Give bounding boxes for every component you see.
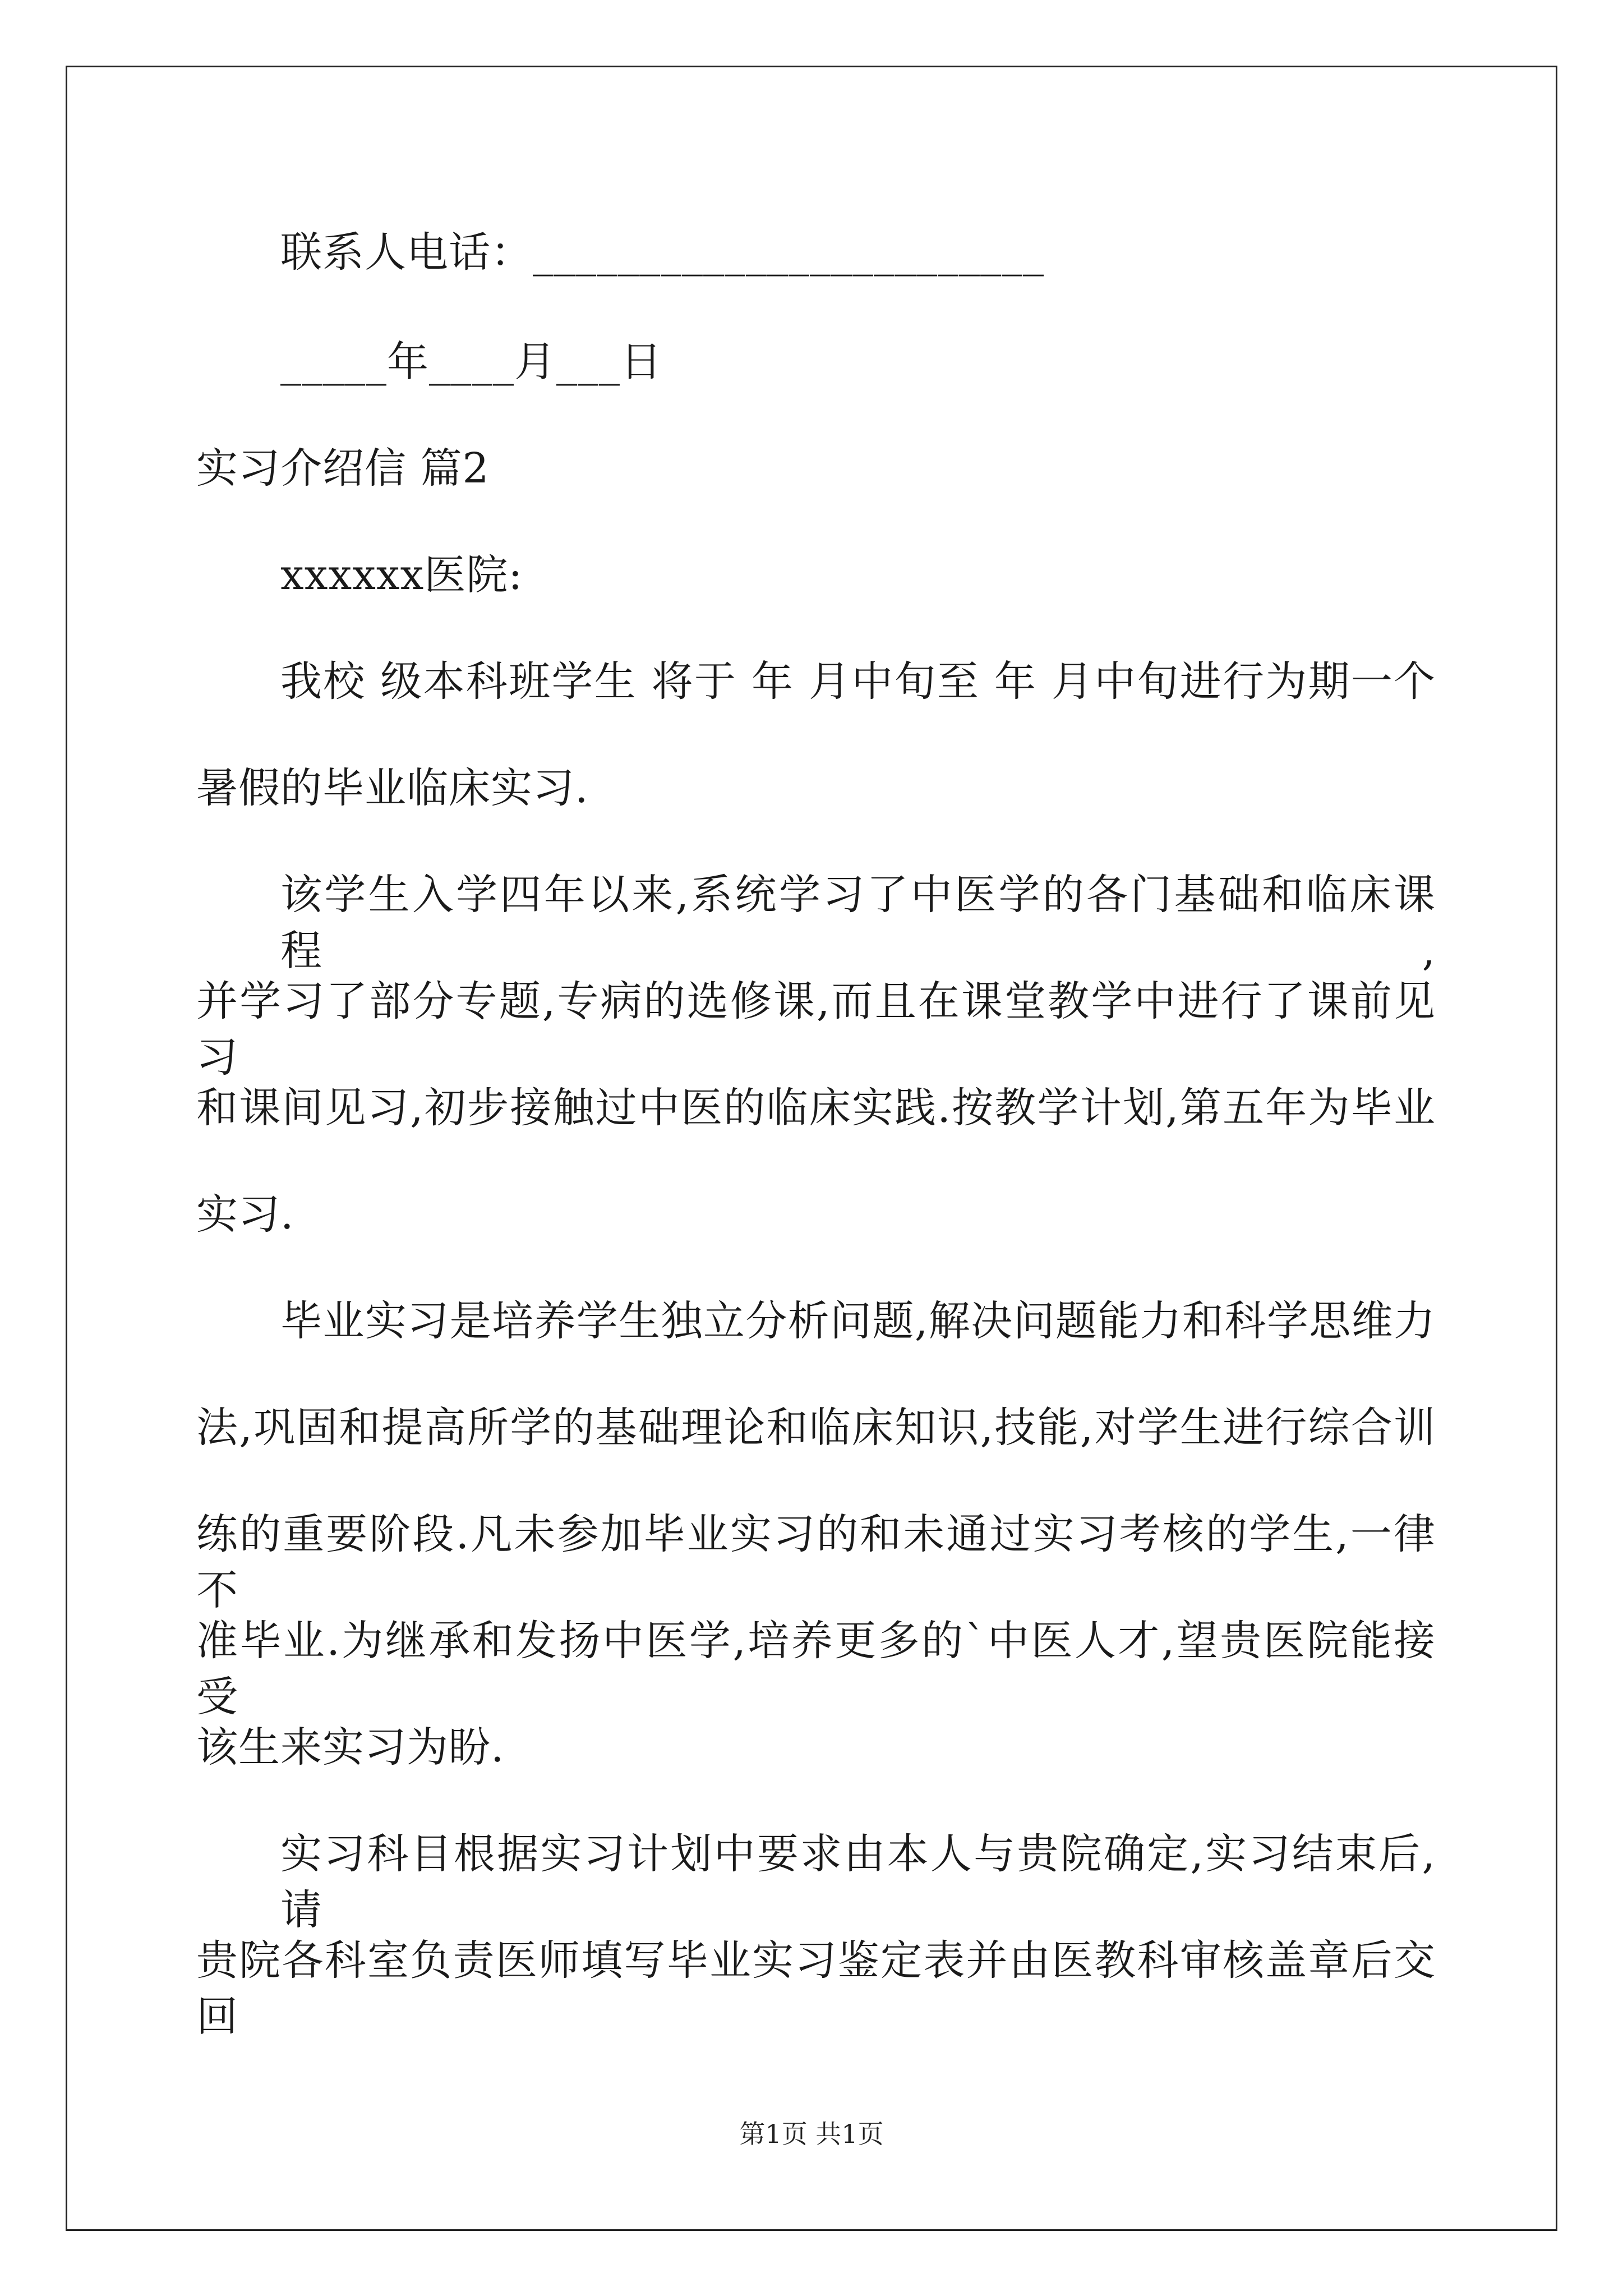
paragraph-3-line-3: 练的重要阶段.凡未参加毕业实习的和未通过实习考核的学生,一律不 [196, 1510, 1436, 1614]
paragraph-1-line-2: 暑假的毕业临床实习. [196, 764, 589, 812]
salutation-line: xxxxxx医院: [280, 551, 523, 599]
paragraph-3-line-4: 准毕业.为继承和发扬中医学,培养更多的`中医人才,望贵医院能接受 [196, 1617, 1436, 1721]
paragraph-2-line-4: 实习. [196, 1190, 294, 1239]
date-line: _____年____月___日 [280, 338, 662, 386]
paragraph-2-line-2: 并学习了部分专题,专病的选修课,而且在课堂教学中进行了课前见习 [196, 977, 1436, 1082]
section-heading: 实习介绍信 篇2 [196, 444, 490, 493]
paragraph-2-line-1: 该学生入学四年以来,系统学习了中医学的各门基础和临床课程, [280, 871, 1436, 975]
paragraph-4-line-2: 贵院各科室负责医师填写毕业实习鉴定表并由医教科审核盖章后交回 [196, 1936, 1436, 2041]
paragraph-4-line-1: 实习科目根据实习计划中要求由本人与贵院确定,实习结束后,请 [280, 1830, 1436, 1934]
paragraph-3-line-5: 该生来实习为盼. [196, 1723, 505, 1772]
paragraph-2-line-3: 和课间见习,初步接触过中医的临床实践.按教学计划,第五年为毕业 [196, 1084, 1436, 1132]
page-number-footer: 第1页 共1页 [739, 2119, 884, 2149]
paragraph-1-line-1: 我校 级本科班学生 将于 年 月中旬至 年 月中旬进行为期一个 [280, 657, 1436, 706]
paragraph-3-line-1: 毕业实习是培养学生独立分析问题,解决问题能力和科学思维力 [280, 1297, 1436, 1345]
paragraph-3-line-2: 法,巩固和提高所学的基础理论和临床知识,技能,对学生进行综合训 [196, 1404, 1436, 1452]
contact-phone-line: 联系人电话：________________________ [280, 228, 1044, 277]
